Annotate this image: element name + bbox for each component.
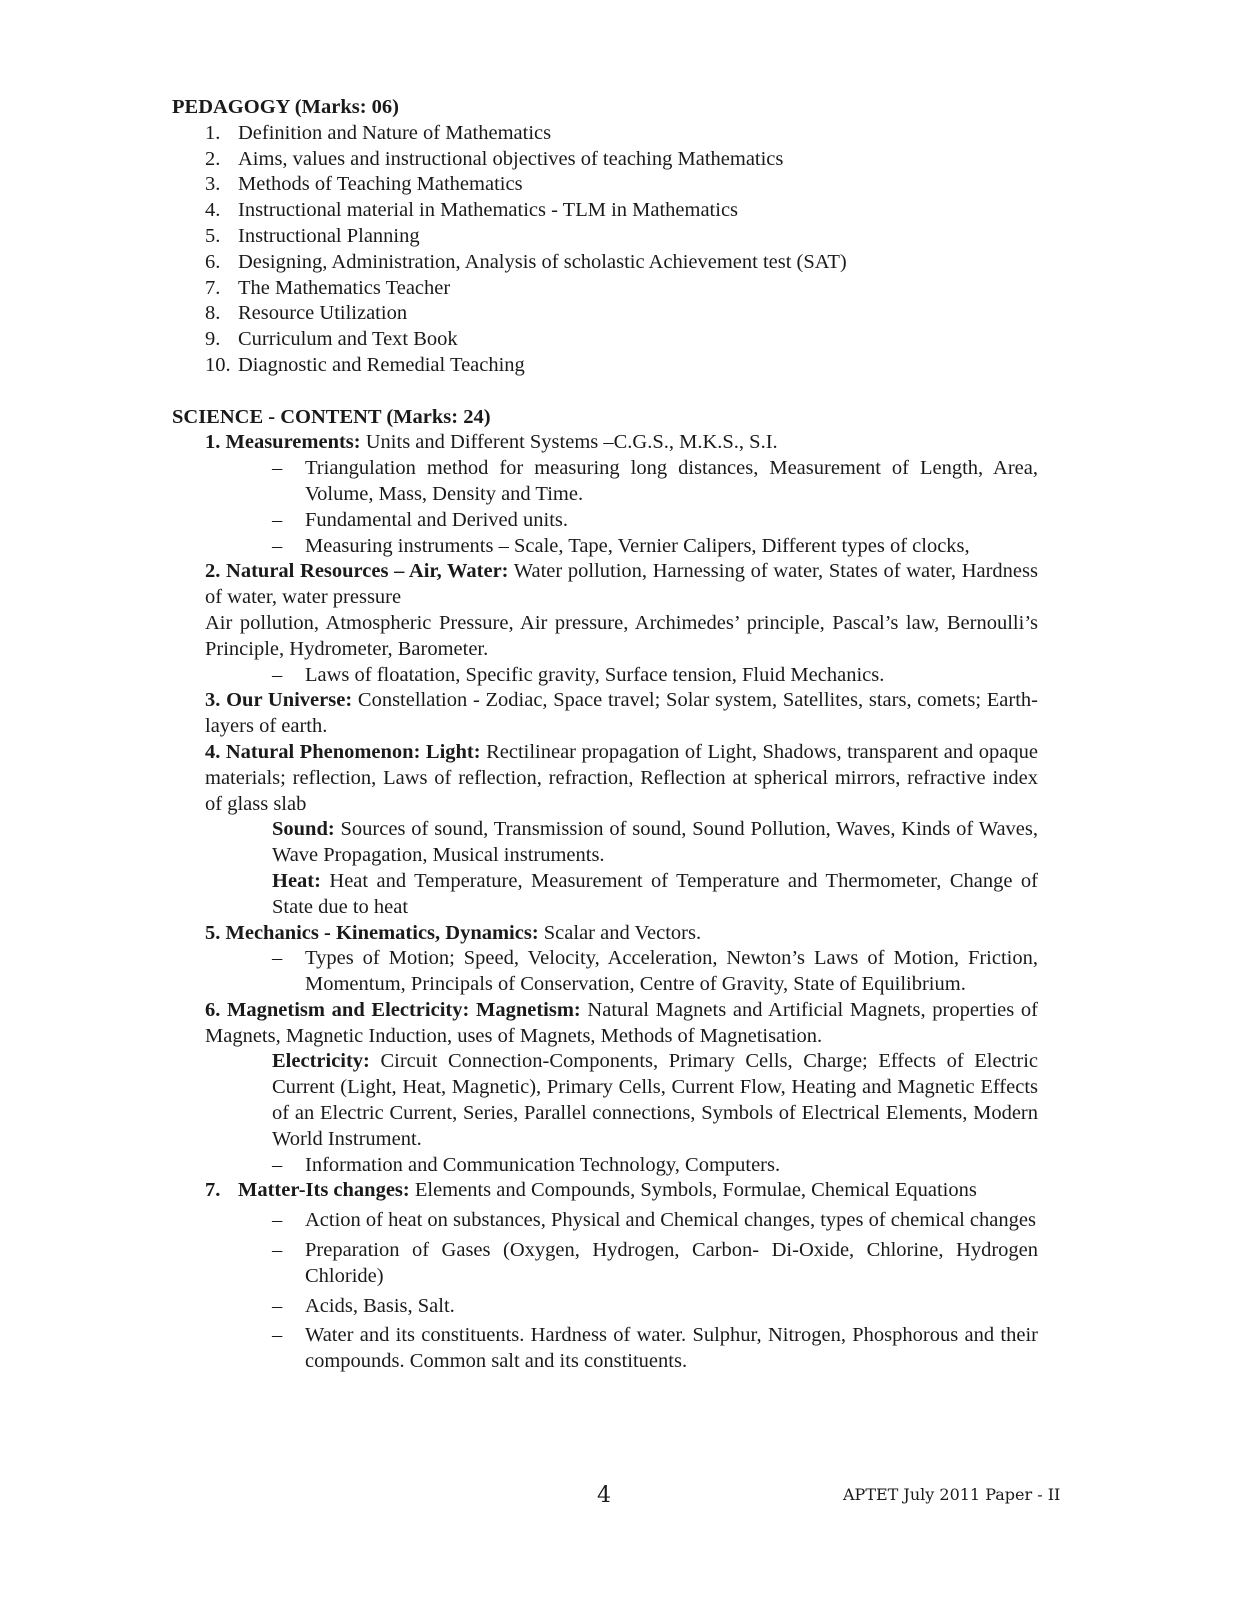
dash-bullet-icon: – xyxy=(272,457,283,480)
topic-text: Rectilinear propagation of Light, Shadows, transparent and opaque materials; reflection, Laws of reflection, refraction, Reflection at spherical mirrors, refractive index of glass slab xyxy=(205,740,1038,815)
topic-paragraph: Air pollution, Atmospheric Pressure, Air pressure, Archimedes’ principle, Pascal’s law, Bernoulli’s Principle, Hydrometer, Barometer. xyxy=(205,611,1038,660)
topic-natural-resources xyxy=(172,559,1038,611)
topic-text: Elements and Compounds, Symbols, Formulae, Chemical Equations xyxy=(409,1179,977,1202)
bullet-text: Preparation of Gases (Oxygen, Hydrogen, Carbon- Di-Oxide, Chlorine, Hydrogen Chloride) xyxy=(305,1239,1038,1287)
list-item xyxy=(172,198,1038,224)
dash-bullet-icon: – xyxy=(272,947,283,970)
bullet-item xyxy=(172,1208,1038,1234)
bullet-text: Fundamental and Derived units. xyxy=(305,508,569,531)
item-number: 1. xyxy=(205,121,221,144)
bullet-item xyxy=(172,508,1038,534)
topic-measurements xyxy=(172,430,1038,456)
page-number: 4 xyxy=(597,1483,611,1508)
pedagogy-list xyxy=(172,121,1038,379)
item-number: 8. xyxy=(205,302,221,325)
bullet-text: Information and Communication Technology, Computers. xyxy=(305,1153,781,1176)
subtopic-label: Sound: xyxy=(272,818,335,841)
bullet-item xyxy=(172,946,1038,998)
bullet-text: Laws of floatation, Specific gravity, Surface tension, Fluid Mechanics. xyxy=(305,663,885,686)
subtopic-sound xyxy=(172,817,1038,869)
bullet-item xyxy=(172,1238,1038,1290)
topic-magnetism-electricity xyxy=(172,998,1038,1050)
dash-bullet-icon: – xyxy=(272,1153,283,1176)
list-item xyxy=(172,172,1038,198)
bullet-item xyxy=(172,1323,1038,1375)
item-number: 5. xyxy=(205,224,221,247)
bullet-item xyxy=(172,663,1038,689)
pedagogy-heading: PEDAGOGY (Marks: 06) xyxy=(172,96,399,118)
subtopic-label: Heat: xyxy=(272,869,321,892)
page-content xyxy=(172,95,1038,1375)
topic-title: 6. Magnetism and Electricity: Magnetism: xyxy=(205,998,581,1021)
bullet-text: Types of Motion; Speed, Velocity, Acceleration, Newton’s Laws of Motion, Friction, Momentum, Principals of Conservation, Centre of Gravity, State of Equilibrium. xyxy=(305,947,1038,996)
item-number: 2. xyxy=(205,147,221,170)
dash-bullet-icon: – xyxy=(272,1324,283,1347)
bullet-item xyxy=(172,456,1038,508)
topic-natural-phenomenon xyxy=(172,740,1038,817)
item-number: 10. xyxy=(205,353,231,376)
list-item xyxy=(172,276,1038,302)
item-number: 4. xyxy=(205,199,221,222)
topic-title: Matter-Its changes: xyxy=(238,1179,410,1202)
dash-bullet-icon: – xyxy=(272,1239,283,1262)
bullet-text: Action of heat on substances, Physical and Chemical changes, types of chemical changes xyxy=(305,1209,1036,1232)
bullet-item xyxy=(172,1294,1038,1320)
subtopic-electricity xyxy=(172,1049,1038,1152)
subtopic-label: Electricity: xyxy=(272,1050,370,1073)
topic-title: 2. Natural Resources – Air, Water: xyxy=(205,560,509,583)
list-item xyxy=(172,224,1038,250)
list-item xyxy=(172,147,1038,173)
item-number: 6. xyxy=(205,250,221,273)
topic-text: Natural Magnets and Artificial Magnets, properties of Magnets, Magnetic Induction, uses of Magnets, Methods of Magnetisation. xyxy=(205,998,1038,1047)
bullet-text: Measuring instruments – Scale, Tape, Vernier Calipers, Different types of clocks, xyxy=(305,534,970,557)
item-text: Methods of Teaching Mathematics xyxy=(238,173,523,196)
item-number: 9. xyxy=(205,328,221,351)
bullet-text: Water and its constituents. Hardness of water. Sulphur, Nitrogen, Phosphorous and their compounds. Common salt and its constituents. xyxy=(305,1324,1038,1373)
science-heading: SCIENCE - CONTENT (Marks: 24) xyxy=(172,405,491,428)
footer-doc-title: APTET July 2011 Paper - II xyxy=(843,1485,1061,1504)
dash-bullet-icon: – xyxy=(272,1209,283,1232)
subtopic-heat xyxy=(172,869,1038,921)
topic-our-universe xyxy=(172,688,1038,740)
item-text: Designing, Administration, Analysis of scholastic Achievement test (SAT) xyxy=(238,250,847,273)
item-text: The Mathematics Teacher xyxy=(238,276,451,299)
list-item xyxy=(172,327,1038,353)
topic-title: 4. Natural Phenomenon: Light: xyxy=(205,740,481,763)
item-text: Instructional Planning xyxy=(238,224,420,247)
item-number: 7. xyxy=(205,276,221,299)
subtopic-text: Circuit Connection-Components, Primary Cells, Charge; Effects of Electric Current (Light, Heat, Magnetic), Primary Cells, Current Flow, Heating and Magnetic Effects of an Electric Current, Series, Parallel connections, Symbols of Electrical Elements, Modern World Instrument. xyxy=(272,1050,1038,1150)
item-text: Curriculum and Text Book xyxy=(238,328,458,351)
item-text: Diagnostic and Remedial Teaching xyxy=(238,353,525,376)
topic-number: 7. xyxy=(205,1179,221,1202)
item-text: Instructional material in Mathematics - TLM in Mathematics xyxy=(238,199,739,222)
item-text: Definition and Nature of Mathematics xyxy=(238,121,552,144)
subtopic-text: Sources of sound, Transmission of sound, Sound Pollution, Waves, Kinds of Waves, Wave Propagation, Musical instruments. xyxy=(272,818,1038,867)
topic-title: 1. Measurements: xyxy=(205,431,361,454)
list-item xyxy=(172,250,1038,276)
bullet-item xyxy=(172,1153,1038,1179)
dash-bullet-icon: – xyxy=(272,534,283,557)
list-item xyxy=(172,301,1038,327)
topic-text: Scalar and Vectors. xyxy=(538,921,702,944)
subtopic-text: Heat and Temperature, Measurement of Temperature and Thermometer, Change of State due to heat xyxy=(272,869,1038,918)
topic-matter xyxy=(172,1178,1038,1204)
topic-title: 3. Our Universe: xyxy=(205,689,353,712)
list-item xyxy=(172,121,1038,147)
spacer xyxy=(172,379,1038,405)
topic-mechanics xyxy=(172,921,1038,947)
topic-text: Water pollution, Harnessing of water, States of water, Hardness of water, water pressure xyxy=(205,560,1038,609)
dash-bullet-icon: – xyxy=(272,663,283,686)
topic-title: 5. Mechanics - Kinematics, Dynamics: xyxy=(205,921,539,944)
item-text: Aims, values and instructional objectives of teaching Mathematics xyxy=(238,147,784,170)
bullet-text: Triangulation method for measuring long distances, Measurement of Length, Area, Volume, Mass, Density and Time. xyxy=(305,457,1038,505)
dash-bullet-icon: – xyxy=(272,508,283,531)
topic-text: Constellation - Zodiac, Space travel; Solar system, Satellites, stars, comets; Earth- layers of earth. xyxy=(205,689,1039,738)
item-text: Resource Utilization xyxy=(238,302,408,325)
bullet-item xyxy=(172,534,1038,560)
dash-bullet-icon: – xyxy=(272,1294,283,1317)
item-number: 3. xyxy=(205,173,221,196)
list-item xyxy=(172,353,1038,379)
topic-text: Units and Different Systems –C.G.S., M.K.S., S.I. xyxy=(360,431,778,454)
bullet-text: Acids, Basis, Salt. xyxy=(305,1294,455,1317)
